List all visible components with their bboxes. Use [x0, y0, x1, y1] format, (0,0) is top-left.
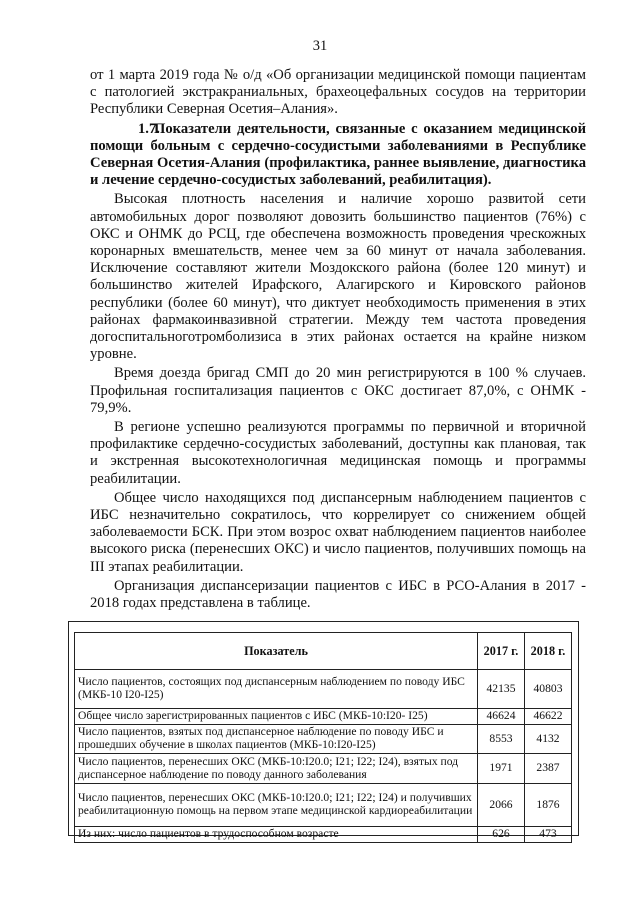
- paragraph: Общее число находящихся под диспансерным наблюдением пациентов с ИБС незначительно сократилось, что коррелирует со снижением общей заболеваемости БСК. При этом возрос охват наблюдением пациентов наиболее высокого риска (перенесших ОКС) и число пациентов, получивших помощь на III этапах реабилитации.: [90, 489, 586, 575]
- paragraph-continuation: от 1 марта 2019 года № о/д «Об организации медицинской помощи пациентам с патологией экстракраниальных, брахеоцефальных сосудов на территории Республики Северная Осетия–Алания».: [90, 67, 586, 118]
- value-2018: 4132: [525, 725, 572, 754]
- table-row: [75, 725, 572, 754]
- value-2018: 2387: [525, 754, 572, 784]
- row-label: Число пациентов, состоящих под диспансерным наблюдением по поводу ИБС (МКБ-10 I20-I25): [75, 670, 478, 709]
- value-2017: 2066: [478, 784, 525, 827]
- value-2017: 8553: [478, 725, 525, 754]
- table-row: [75, 670, 572, 709]
- paragraph: Время доезда бригад СМП до 20 мин регистрируются в 100 % случаев. Профильная госпитализация пациентов с ОКС достигает 87,0%, с ОНМК - 79,9%.: [90, 365, 586, 416]
- header-2017: 2017 г.: [478, 633, 525, 670]
- row-label: Из них: число пациентов в трудоспособном возрасте: [75, 827, 478, 843]
- page-number: 31: [312, 38, 328, 54]
- section-heading-text: Показатели деятельности, связанные с оказанием медицинской помощи больным с сердечно-сосудистыми заболеваниями в Республике Северная Осетия-Алания (профилактика, раннее выявление, диагностика и лечение сердечно-сосудистых заболеваний, реабилитация).: [90, 120, 586, 189]
- value-2018: 46622: [525, 709, 572, 725]
- value-2017: 42135: [478, 670, 525, 709]
- value-2018: 1876: [525, 784, 572, 827]
- header-indicator: Показатель: [75, 633, 478, 670]
- data-table: [74, 632, 572, 843]
- section-heading: [90, 121, 586, 190]
- row-label: Число пациентов, перенесших ОКС (МКБ-10:I20.0; I21; I22; I24) и получивших реабилитационную помощь на первом этапе медицинской кардиореабилитации: [75, 784, 478, 827]
- table-header-row: [75, 633, 572, 670]
- value-2018: 40803: [525, 670, 572, 709]
- paragraph: Высокая плотность населения и наличие хорошо развитой сети автомобильных дорог позволяют довозить большинство пациентов (76%) с ОКС и ОНМК до РСЦ, где обеспечена возможность проведения чрескожных коронарных вмешательств, менее чем за 60 минут от начала заболевания. Исключение составляют жители Моздокского района (более 120 минут) и большинство жителей Ирафского, Алагирского и Кировского районов республики (более 60 минут), что диктует необходимость применения в этих районах фармакоинвазивной стратегии. Между тем частота проведения догоспитальноготромболизиса в этих районах остается на крайне низком уровне.: [90, 191, 586, 363]
- table-row: [75, 784, 572, 827]
- value-2017: 1971: [478, 754, 525, 784]
- row-label: Число пациентов, взятых под диспансерное наблюдение по поводу ИБС и прошедших обучение в школах пациентов (МКБ-10:I20-I25): [75, 725, 478, 754]
- value-2017: 46624: [478, 709, 525, 725]
- table-row: [75, 827, 572, 843]
- row-label: Число пациентов, перенесших ОКС (МКБ-10:I20.0; I21; I22; I24), взятых под диспансерное наблюдение по поводу данного заболевания: [75, 754, 478, 784]
- table-row: [75, 754, 572, 784]
- paragraph: Организация диспансеризации пациентов с ИБС в РСО-Алания в 2017 - 2018 годах представлена в таблице.: [90, 577, 586, 612]
- value-2018: 473: [525, 827, 572, 843]
- section-number: 1.7.: [138, 120, 160, 137]
- paragraph: В регионе успешно реализуются программы по первичной и вторичной профилактике сердечно-сосудистых заболеваний, доступны как плановая, так и экстренная высокотехнологичная медицинская помощь и программы реабилитации.: [90, 419, 586, 487]
- header-2018: 2018 г.: [525, 633, 572, 670]
- body-text: [90, 67, 586, 614]
- row-label: Общее число зарегистрированных пациентов с ИБС (МКБ-10:I20- I25): [75, 709, 478, 725]
- value-2017: 626: [478, 827, 525, 843]
- table-row: [75, 709, 572, 725]
